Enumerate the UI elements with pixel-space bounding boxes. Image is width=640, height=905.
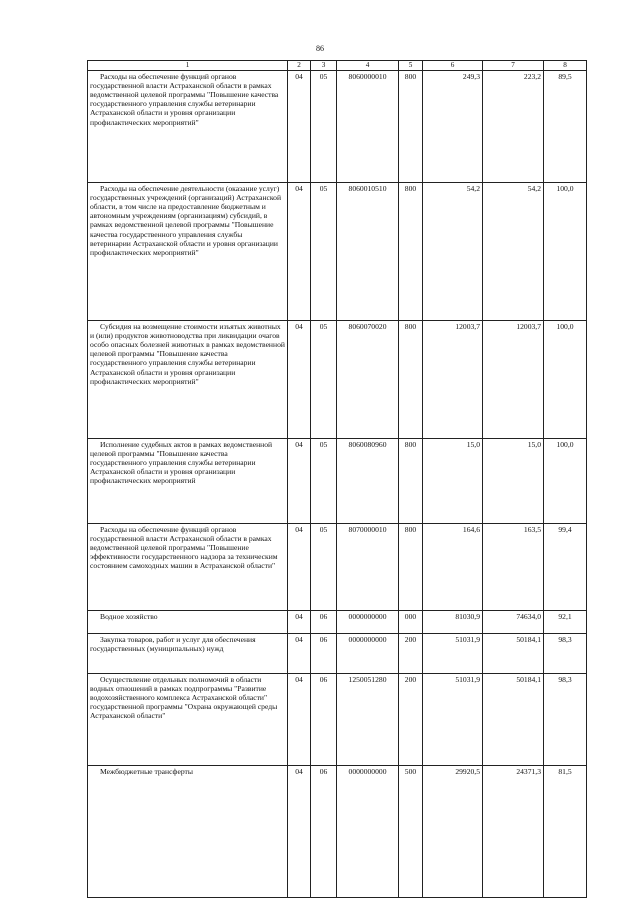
- fact-cell: 223,2: [483, 71, 544, 183]
- vr-cell: 800: [399, 71, 423, 183]
- column-header: 1: [88, 61, 288, 71]
- csr-cell: 0000000000: [337, 611, 399, 634]
- plan-cell: 12003,7: [423, 321, 483, 439]
- column-header: 2: [288, 61, 311, 71]
- rz-cell: 04: [288, 766, 311, 898]
- vr-cell: 800: [399, 439, 423, 524]
- table-row: [88, 71, 587, 183]
- row-name: Расходы на обеспечение функций органов государственной власти Астраханской области в рамках ведомственной целевой программы "Повышение качества государственного управления службы ветеринарии Астраханской области и уровня организации профилактических мероприятий": [90, 72, 279, 127]
- fact-cell: 12003,7: [483, 321, 544, 439]
- row-name: Субсидия на возмещение стоимости изъятых животных и (или) продуктов животноводства при ликвидации очагов особо опасных болезней животных в рамках ведомственной целевой программы "Повышение качества государственного управления службы ветеринарии Астраханской области и уровня организации профилактических мероприятий": [90, 322, 285, 386]
- column-header: 6: [423, 61, 483, 71]
- csr-cell: 8060000010: [337, 71, 399, 183]
- rz-cell: 04: [288, 611, 311, 634]
- row-name: Закупка товаров, работ и услуг для обеспечения государственных (муниципальных) нужд: [90, 635, 256, 654]
- pr-cell: 05: [311, 439, 337, 524]
- table-row: [88, 183, 587, 321]
- vr-cell: 000: [399, 611, 423, 634]
- csr-cell: 8060010510: [337, 183, 399, 321]
- rz-cell: 04: [288, 634, 311, 674]
- pr-cell: 05: [311, 524, 337, 611]
- rz-cell: 04: [288, 321, 311, 439]
- csr-cell: 0000000000: [337, 766, 399, 898]
- row-name-cell: [88, 321, 288, 439]
- vr-cell: 800: [399, 321, 423, 439]
- percent-cell: 92,1: [544, 611, 587, 634]
- percent-cell: 99,4: [544, 524, 587, 611]
- table-row: [88, 439, 587, 524]
- header-row: [88, 61, 587, 71]
- table-row: [88, 674, 587, 766]
- vr-cell: 800: [399, 524, 423, 611]
- rz-cell: 04: [288, 674, 311, 766]
- pr-cell: 05: [311, 321, 337, 439]
- row-name-cell: [88, 71, 288, 183]
- row-name-cell: [88, 674, 288, 766]
- percent-cell: 81,5: [544, 766, 587, 898]
- vr-cell: 200: [399, 634, 423, 674]
- row-name-cell: [88, 766, 288, 898]
- row-name: Расходы на обеспечение деятельности (оказание услуг) государственных учреждений (организаций) Астраханской области, в том числе на предоставление бюджетным и автономным учреждениям (организациям) субсидий, в рамках ведомственной целевой программы "Повышение качества государственного управления службы ветеринарии Астраханской области и уровня организации профилактических мероприятий": [90, 184, 282, 257]
- rz-cell: 04: [288, 524, 311, 611]
- table-row: [88, 611, 587, 634]
- fact-cell: 24371,3: [483, 766, 544, 898]
- rz-cell: 04: [288, 183, 311, 321]
- rz-cell: 04: [288, 71, 311, 183]
- csr-cell: 8060080960: [337, 439, 399, 524]
- plan-cell: 164,6: [423, 524, 483, 611]
- row-name-cell: [88, 524, 288, 611]
- fact-cell: 163,5: [483, 524, 544, 611]
- pr-cell: 06: [311, 674, 337, 766]
- fact-cell: 54,2: [483, 183, 544, 321]
- column-header: 3: [311, 61, 337, 71]
- row-name: Осуществление отдельных полномочий в области водных отношений в рамках подпрограммы "Развитие водохозяйственного комплекса Астраханской области" государственной программы "Охрана окружающей среды Астраханской области": [90, 675, 278, 721]
- pr-cell: 06: [311, 766, 337, 898]
- pr-cell: 06: [311, 611, 337, 634]
- fact-cell: 50184,1: [483, 634, 544, 674]
- column-header: 7: [483, 61, 544, 71]
- row-name: Исполнение судебных актов в рамках ведомственной целевой программы "Повышение качества государственного управления службы ветеринарии Астраханской области и уровня организации профилактических мероприятий: [90, 440, 273, 486]
- fact-cell: 15,0: [483, 439, 544, 524]
- table-row: [88, 524, 587, 611]
- plan-cell: 51031,9: [423, 674, 483, 766]
- column-header: 5: [399, 61, 423, 71]
- row-name-cell: [88, 611, 288, 634]
- plan-cell: 81030,9: [423, 611, 483, 634]
- csr-cell: 1250051280: [337, 674, 399, 766]
- row-name: Межбюджетные трансферты: [100, 767, 193, 776]
- row-name-cell: [88, 183, 288, 321]
- table-row: [88, 766, 587, 898]
- plan-cell: 54,2: [423, 183, 483, 321]
- vr-cell: 500: [399, 766, 423, 898]
- row-name: Расходы на обеспечение функций органов государственной власти Астраханской области в рамках ведомственной целевой программы "Повышение эффективности государственного надзора за техническим состоянием самоходных машин в Астраханской области": [90, 525, 278, 571]
- fact-cell: 74634,0: [483, 611, 544, 634]
- percent-cell: 100,0: [544, 439, 587, 524]
- pr-cell: 05: [311, 183, 337, 321]
- percent-cell: 100,0: [544, 321, 587, 439]
- plan-cell: 249,3: [423, 71, 483, 183]
- vr-cell: 200: [399, 674, 423, 766]
- csr-cell: 0000000000: [337, 634, 399, 674]
- fact-cell: 50184,1: [483, 674, 544, 766]
- percent-cell: 98,3: [544, 634, 587, 674]
- percent-cell: 89,5: [544, 71, 587, 183]
- column-header: 4: [337, 61, 399, 71]
- plan-cell: 15,0: [423, 439, 483, 524]
- vr-cell: 800: [399, 183, 423, 321]
- rz-cell: 04: [288, 439, 311, 524]
- row-name-cell: [88, 634, 288, 674]
- column-header: 8: [544, 61, 587, 71]
- plan-cell: 29920,5: [423, 766, 483, 898]
- budget-table: [87, 60, 587, 898]
- table-row: [88, 321, 587, 439]
- table-row: [88, 634, 587, 674]
- pr-cell: 06: [311, 634, 337, 674]
- row-name-cell: [88, 439, 288, 524]
- row-name: Водное хозяйство: [100, 612, 158, 621]
- percent-cell: 100,0: [544, 183, 587, 321]
- plan-cell: 51031,9: [423, 634, 483, 674]
- csr-cell: 8070000010: [337, 524, 399, 611]
- page-number: 86: [316, 44, 324, 53]
- pr-cell: 05: [311, 71, 337, 183]
- csr-cell: 8060070020: [337, 321, 399, 439]
- percent-cell: 98,3: [544, 674, 587, 766]
